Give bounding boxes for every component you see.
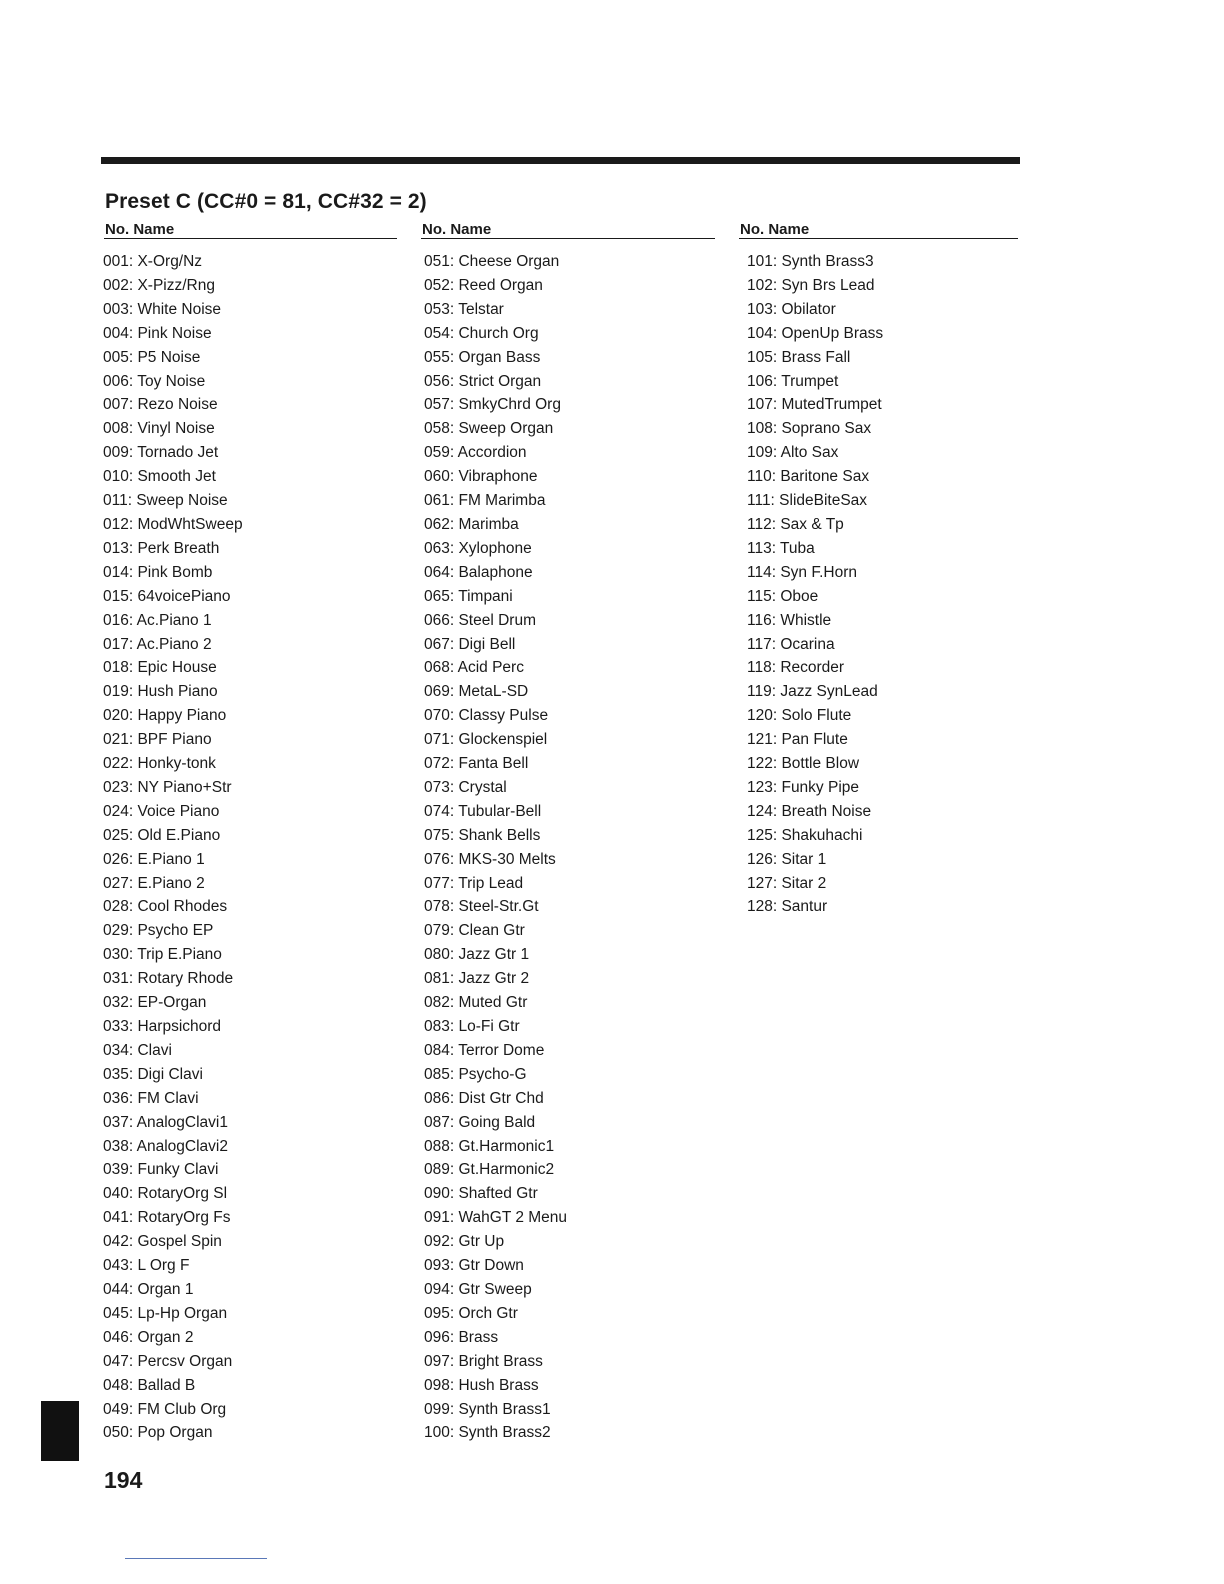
preset-entry: 121: Pan Flute: [747, 731, 848, 749]
preset-entry: 094: Gtr Sweep: [424, 1280, 532, 1298]
preset-entry: 059: Accordion: [424, 444, 527, 462]
preset-entry: 041: RotaryOrg Fs: [103, 1209, 231, 1227]
side-tab-marker: [41, 1401, 79, 1461]
preset-entry: 090: Shafted Gtr: [424, 1185, 538, 1203]
preset-entry: 074: Tubular-Bell: [424, 802, 542, 820]
preset-entry: 064: Balaphone: [424, 563, 533, 581]
preset-entry: 112: Sax & Tp: [747, 515, 844, 533]
preset-entry: 019: Hush Piano: [103, 683, 218, 701]
preset-entry: 057: SmkyChrd Org: [424, 396, 561, 414]
preset-entry: 091: WahGT 2 Menu: [424, 1209, 568, 1227]
preset-entry: 046: Organ 2: [103, 1328, 194, 1346]
preset-entry: 017: Ac.Piano 2: [103, 635, 212, 653]
preset-entry: 015: 64voicePiano: [103, 587, 231, 605]
preset-entry: 065: Timpani: [424, 587, 513, 605]
preset-entry: 109: Alto Sax: [747, 444, 839, 462]
preset-entry: 028: Cool Rhodes: [103, 898, 228, 916]
preset-entry: 001: X-Org/Nz: [103, 253, 203, 270]
preset-entry: 114: Syn F.Horn: [747, 563, 857, 581]
preset-entry: 048: Ballad B: [103, 1376, 196, 1394]
preset-entry: 081: Jazz Gtr 2: [424, 970, 530, 988]
preset-column-2: [424, 250, 567, 1445]
preset-entry: 043: L Org F: [103, 1257, 190, 1275]
preset-entry: 023: NY Piano+Str: [103, 778, 232, 796]
preset-entry: 011: Sweep Noise: [103, 492, 228, 510]
preset-entry: 034: Clavi: [103, 1041, 172, 1059]
preset-entry: 020: Happy Piano: [103, 707, 227, 725]
preset-entry: 078: Steel-Str.Gt: [424, 898, 539, 916]
preset-entry: 102: Syn Brs Lead: [747, 276, 875, 294]
preset-entry: 058: Sweep Organ: [424, 420, 554, 438]
preset-entry: 080: Jazz Gtr 1: [424, 946, 530, 964]
preset-entry: 052: Reed Organ: [424, 276, 543, 294]
preset-entry: 122: Bottle Blow: [747, 755, 860, 773]
column-header-1: No. Name: [105, 221, 175, 238]
preset-entry: 061: FM Marimba: [424, 492, 546, 510]
top-rule: [101, 157, 1020, 164]
preset-entry: 042: Gospel Spin: [103, 1233, 222, 1251]
preset-entry: 083: Lo-Fi Gtr: [424, 1018, 520, 1035]
preset-entry: 110: Baritone Sax: [747, 468, 870, 486]
preset-entry: 117: Ocarina: [747, 635, 835, 653]
page-number: 194: [104, 1467, 143, 1493]
preset-entry: 045: Lp-Hp Organ: [103, 1304, 228, 1322]
preset-entry: 079: Clean Gtr: [424, 922, 525, 940]
preset-entry: 093: Gtr Down: [424, 1257, 524, 1275]
preset-entry: 105: Brass Fall: [747, 348, 851, 366]
preset-entry: 032: EP-Organ: [103, 994, 207, 1012]
preset-entry: 063: Xylophone: [424, 539, 532, 557]
preset-entry: 036: FM Clavi: [103, 1089, 199, 1107]
preset-entry: 097: Bright Brass: [424, 1352, 543, 1370]
preset-entry: 077: Trip Lead: [424, 874, 524, 892]
preset-entry: 010: Smooth Jet: [103, 468, 216, 486]
preset-entry: 126: Sitar 1: [747, 850, 827, 868]
preset-entry: 035: Digi Clavi: [103, 1065, 203, 1083]
footer-line: [125, 1558, 267, 1559]
preset-entry: 092: Gtr Up: [424, 1233, 505, 1251]
preset-entry: 108: Soprano Sax: [747, 420, 872, 438]
preset-entry: 125: Shakuhachi: [747, 826, 863, 844]
preset-entry: 029: Psycho EP: [103, 922, 214, 940]
preset-entry: 003: White Noise: [103, 300, 222, 318]
preset-entry: 096: Brass: [424, 1328, 499, 1346]
preset-entry: 060: Vibraphone: [424, 468, 538, 486]
preset-entry: 016: Ac.Piano 1: [103, 611, 212, 629]
preset-entry: 004: Pink Noise: [103, 324, 212, 342]
preset-entry: 013: Perk Breath: [103, 539, 220, 557]
preset-entry: 062: Marimba: [424, 515, 519, 533]
preset-entry: 038: AnalogClavi2: [103, 1137, 228, 1155]
preset-entry: 053: Telstar: [424, 300, 504, 318]
preset-entry: 071: Glockenspiel: [424, 731, 548, 749]
preset-entry: 030: Trip E.Piano: [103, 946, 222, 964]
preset-entry: 005: P5 Noise: [103, 348, 201, 366]
preset-entry: 089: Gt.Harmonic2: [424, 1161, 555, 1179]
preset-entry: 100: Synth Brass2: [424, 1424, 551, 1442]
preset-entry: 051: Cheese Organ: [424, 253, 560, 270]
preset-entry: 027: E.Piano 2: [103, 874, 205, 892]
preset-entry: 113: Tuba: [747, 539, 815, 557]
preset-entry: 124: Breath Noise: [747, 802, 872, 820]
preset-entry: 002: X-Pizz/Rng: [103, 276, 215, 294]
preset-entry: 055: Organ Bass: [424, 348, 541, 366]
column-header-3: No. Name: [740, 221, 810, 238]
preset-entry: 106: Trumpet: [747, 372, 839, 390]
preset-entry: 099: Synth Brass1: [424, 1400, 551, 1418]
preset-entry: 014: Pink Bomb: [103, 563, 213, 581]
preset-entry: 040: RotaryOrg Sl: [103, 1185, 228, 1203]
preset-entry: 025: Old E.Piano: [103, 826, 221, 844]
preset-entry: 024: Voice Piano: [103, 802, 220, 820]
preset-entry: 075: Shank Bells: [424, 826, 541, 844]
preset-entry: 107: MutedTrumpet: [747, 396, 882, 414]
preset-entry: 049: FM Club Org: [103, 1400, 227, 1418]
preset-column-3: [747, 250, 883, 919]
preset-entry: 039: Funky Clavi: [103, 1161, 219, 1179]
preset-entry: 123: Funky Pipe: [747, 778, 860, 796]
preset-entry: 072: Fanta Bell: [424, 755, 529, 773]
preset-entry: 115: Oboe: [747, 587, 819, 605]
header-rule-1: [104, 238, 397, 239]
preset-entry: 085: Psycho-G: [424, 1065, 527, 1083]
column-header-2: No. Name: [422, 221, 492, 238]
preset-entry: 104: OpenUp Brass: [747, 324, 884, 342]
preset-entry: 067: Digi Bell: [424, 635, 516, 653]
preset-entry: 116: Whistle: [747, 611, 832, 629]
preset-entry: 073: Crystal: [424, 778, 507, 796]
preset-entry: 056: Strict Organ: [424, 372, 542, 390]
preset-entry: 087: Going Bald: [424, 1113, 536, 1131]
preset-entry: 098: Hush Brass: [424, 1376, 539, 1394]
preset-entry: 069: MetaL-SD: [424, 683, 529, 701]
preset-entry: 033: Harpsichord: [103, 1018, 222, 1035]
preset-entry: 037: AnalogClavi1: [103, 1113, 228, 1131]
preset-entry: 044: Organ 1: [103, 1280, 194, 1298]
preset-entry: 008: Vinyl Noise: [103, 420, 215, 438]
preset-entry: 070: Classy Pulse: [424, 707, 549, 725]
preset-entry: 120: Solo Flute: [747, 707, 852, 725]
header-rule-3: [739, 238, 1018, 239]
preset-entry: 012: ModWhtSweep: [103, 515, 243, 533]
preset-entry: 103: Obilator: [747, 300, 836, 318]
header-rule-2: [421, 238, 715, 239]
preset-entry: 022: Honky-tonk: [103, 755, 216, 773]
preset-entry: 119: Jazz SynLead: [747, 683, 878, 701]
preset-entry: 082: Muted Gtr: [424, 994, 528, 1012]
preset-column-1: [103, 250, 243, 1445]
preset-entry: 086: Dist Gtr Chd: [424, 1089, 544, 1107]
preset-entry: 118: Recorder: [747, 659, 845, 677]
preset-entry: 050: Pop Organ: [103, 1424, 213, 1442]
page-title: Preset C (CC#0 = 81, CC#32 = 2): [105, 190, 427, 213]
preset-entry: 018: Epic House: [103, 659, 217, 677]
preset-entry: 054: Church Org: [424, 324, 539, 342]
preset-entry: 088: Gt.Harmonic1: [424, 1137, 555, 1155]
preset-entry: 006: Toy Noise: [103, 372, 206, 390]
preset-entry: 009: Tornado Jet: [103, 444, 219, 462]
preset-entry: 111: SlideBiteSax: [747, 492, 868, 510]
preset-entry: 021: BPF Piano: [103, 731, 212, 749]
preset-entry: 026: E.Piano 1: [103, 850, 205, 868]
preset-entry: 127: Sitar 2: [747, 874, 827, 892]
preset-entry: 128: Santur: [747, 898, 828, 916]
preset-entry: 101: Synth Brass3: [747, 253, 874, 270]
preset-entry: 031: Rotary Rhode: [103, 970, 234, 988]
preset-entry: 066: Steel Drum: [424, 611, 536, 629]
preset-entry: 068: Acid Perc: [424, 659, 524, 677]
preset-entry: 007: Rezo Noise: [103, 396, 218, 414]
preset-entry: 047: Percsv Organ: [103, 1352, 233, 1370]
preset-entry: 076: MKS-30 Melts: [424, 850, 556, 868]
preset-entry: 084: Terror Dome: [424, 1041, 545, 1059]
preset-entry: 095: Orch Gtr: [424, 1304, 518, 1322]
